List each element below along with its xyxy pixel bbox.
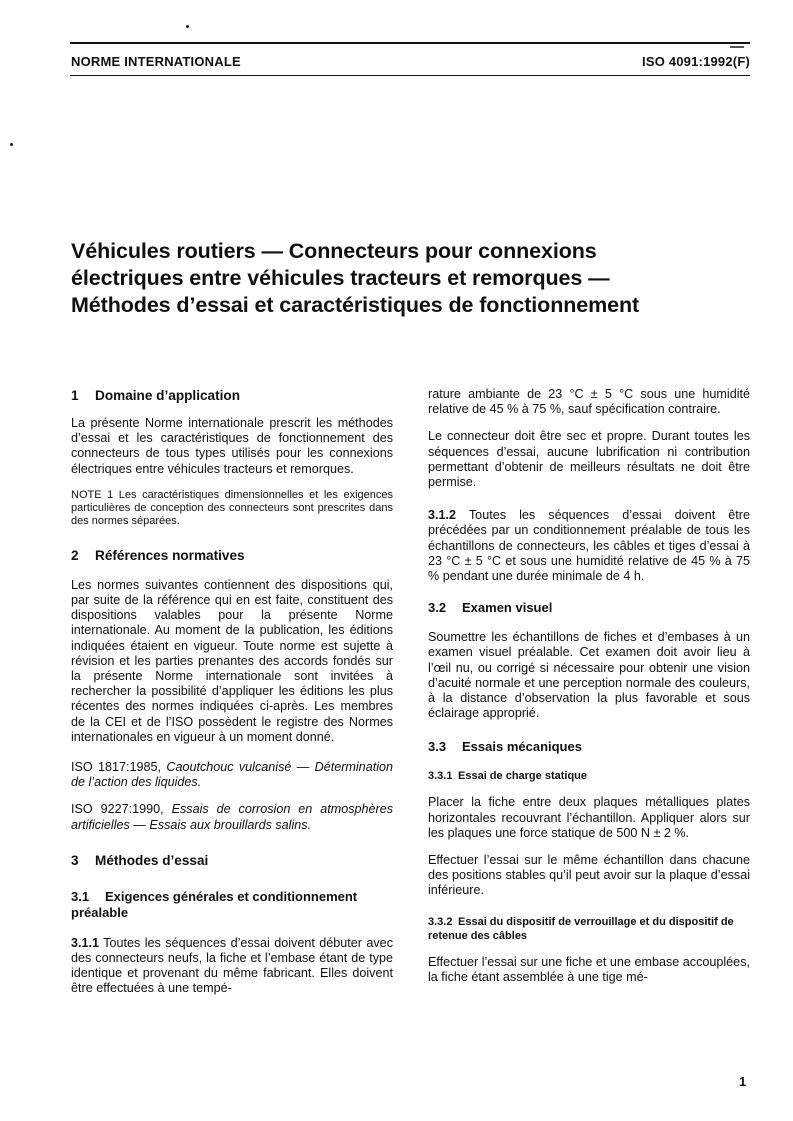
section-3-3-1-paragraph-1: Placer la fiche entre deux plaques métalliques plates horizontales recouvrant l’échantillon. Appliquer alors sur les plaques une force statique de 500 N ± 2 %.: [428, 795, 750, 840]
section-3-heading: 3 Méthodes d’essai: [71, 852, 209, 868]
left-column: [71, 388, 393, 997]
section-3-1-2-body: 3.1.2 Toutes les séquences d’essai doivent être précédées par un conditionnement préalable de tous les échantillons de connecteurs, les câbles et tiges d’essai à 23 °C ± 5 °C et sous une humidité relative de 45 % à 75 % pendant une durée minimale de 4 h.: [428, 508, 750, 584]
reference-iso-9227: ISO 9227:1990, Essais de corrosion en atmosphères artificielles — Essais aux brouillards salins.: [71, 802, 394, 832]
page-number: 1: [739, 1074, 747, 1089]
section-2-heading: 2 Références normatives: [71, 547, 245, 563]
reference-iso-1817: ISO 1817:1985, Caoutchouc vulcanisé — Détermination de l’action des liquides.: [71, 760, 393, 790]
right-column: [428, 387, 750, 985]
title-line-2: électriques entre véhicules tracteurs et remorques —: [71, 266, 610, 290]
section-3-1-1-continued: rature ambiante de 23 °C ± 5 °C sous une humidité relative de 45 % à 75 %, sauf spécification contraire.: [428, 387, 750, 417]
section-3-1-heading: 3.1 Exigences générales et conditionnement préalable: [71, 888, 358, 920]
section-3-3-2-body: Effectuer l’essai sur une fiche et une embase accouplées, la fiche étant assemblée à une tige mé-: [428, 954, 750, 984]
section-2-body: Les normes suivantes contiennent des dispositions qui, par suite de la référence qui en est faite, constituent des dispositions valables pour la présente Norme internationale. Au moment de la publication, les éditions indiquées étaient en vigueur. Toute norme est sujette à révision et les parties prenantes des accords fondés sur la présente Norme internationale sont invitées à rechercher la possibilité d’appliquer les éditions les plus récentes des normes indiquées ci-après. Les membres de la CEI et de l’ISO possèdent le registre des Normes internationales en vigueur à un moment donné.: [71, 577, 393, 744]
header-standard-type: NORME INTERNATIONALE: [71, 54, 241, 69]
scan-speck: [10, 143, 13, 146]
scan-mark: [730, 46, 744, 48]
title-line-3: Méthodes d’essai et caractéristiques de fonctionnement: [71, 293, 640, 317]
section-1-heading: 1 Domaine d’application: [71, 388, 241, 403]
section-3-1-1-paragraph-2: Le connecteur doit être sec et propre. Durant toutes les séquences d’essai, aucune lubrification ni contribution permettant d’obtenir de meilleurs résultats ne doit être permise.: [428, 429, 750, 490]
section-1-body: La présente Norme internationale prescrit les méthodes d’essai et les caractéristiques de fonctionnement des connecteurs de tous types utilisés pour les connexions électriques entre véhicules tracteurs et remorques.: [71, 416, 393, 476]
section-3-1-1-body: 3.1.1 Toutes les séquences d’essai doivent débuter avec des connecteurs neufs, la fiche et l’embase étant de type identique et provenant du même fabricant. Elles doivent être effectuées à une tempé-: [71, 935, 393, 996]
header-standard-number: ISO 4091:1992(F): [642, 54, 750, 69]
header-rule-bottom: [70, 75, 750, 76]
section-3-3-2-heading: 3.3.2 Essai du dispositif de verrouillage et du dispositif de retenue des câbles: [428, 915, 734, 942]
section-3-3-1-heading: 3.3.1 Essai de charge statique: [428, 770, 587, 783]
section-3-3-1-paragraph-2: Effectuer l’essai sur le même échantillon dans chacune des positions stables qu’il peut avoir sur la plaque d’essai inférieure.: [428, 853, 750, 898]
section-3-3-heading: 3.3 Essais mécaniques: [428, 739, 582, 755]
scan-speck: [186, 25, 189, 28]
section-3-2-heading: 3.2 Examen visuel: [428, 600, 553, 616]
section-3-2-body: Soumettre les échantillons de fiches et d’embases à un examen visuel préalable. Cet examen doit avoir lieu à l’œil nu, ou corrigé si nécessaire pour obtenir une vision d’acuité normale et une perception normale des couleurs, à la distance d’observation la plus favorable et sous éclairage approprié.: [428, 630, 750, 721]
document-title: [71, 238, 751, 319]
title-line-1: Véhicules routiers — Connecteurs pour connexions: [71, 239, 597, 263]
header-rule-top: [70, 42, 750, 44]
note-1: NOTE 1 Les caractéristiques dimensionnelles et les exigences particulières de conception des connecteurs sont prescrites dans des normes séparées.: [71, 488, 393, 527]
